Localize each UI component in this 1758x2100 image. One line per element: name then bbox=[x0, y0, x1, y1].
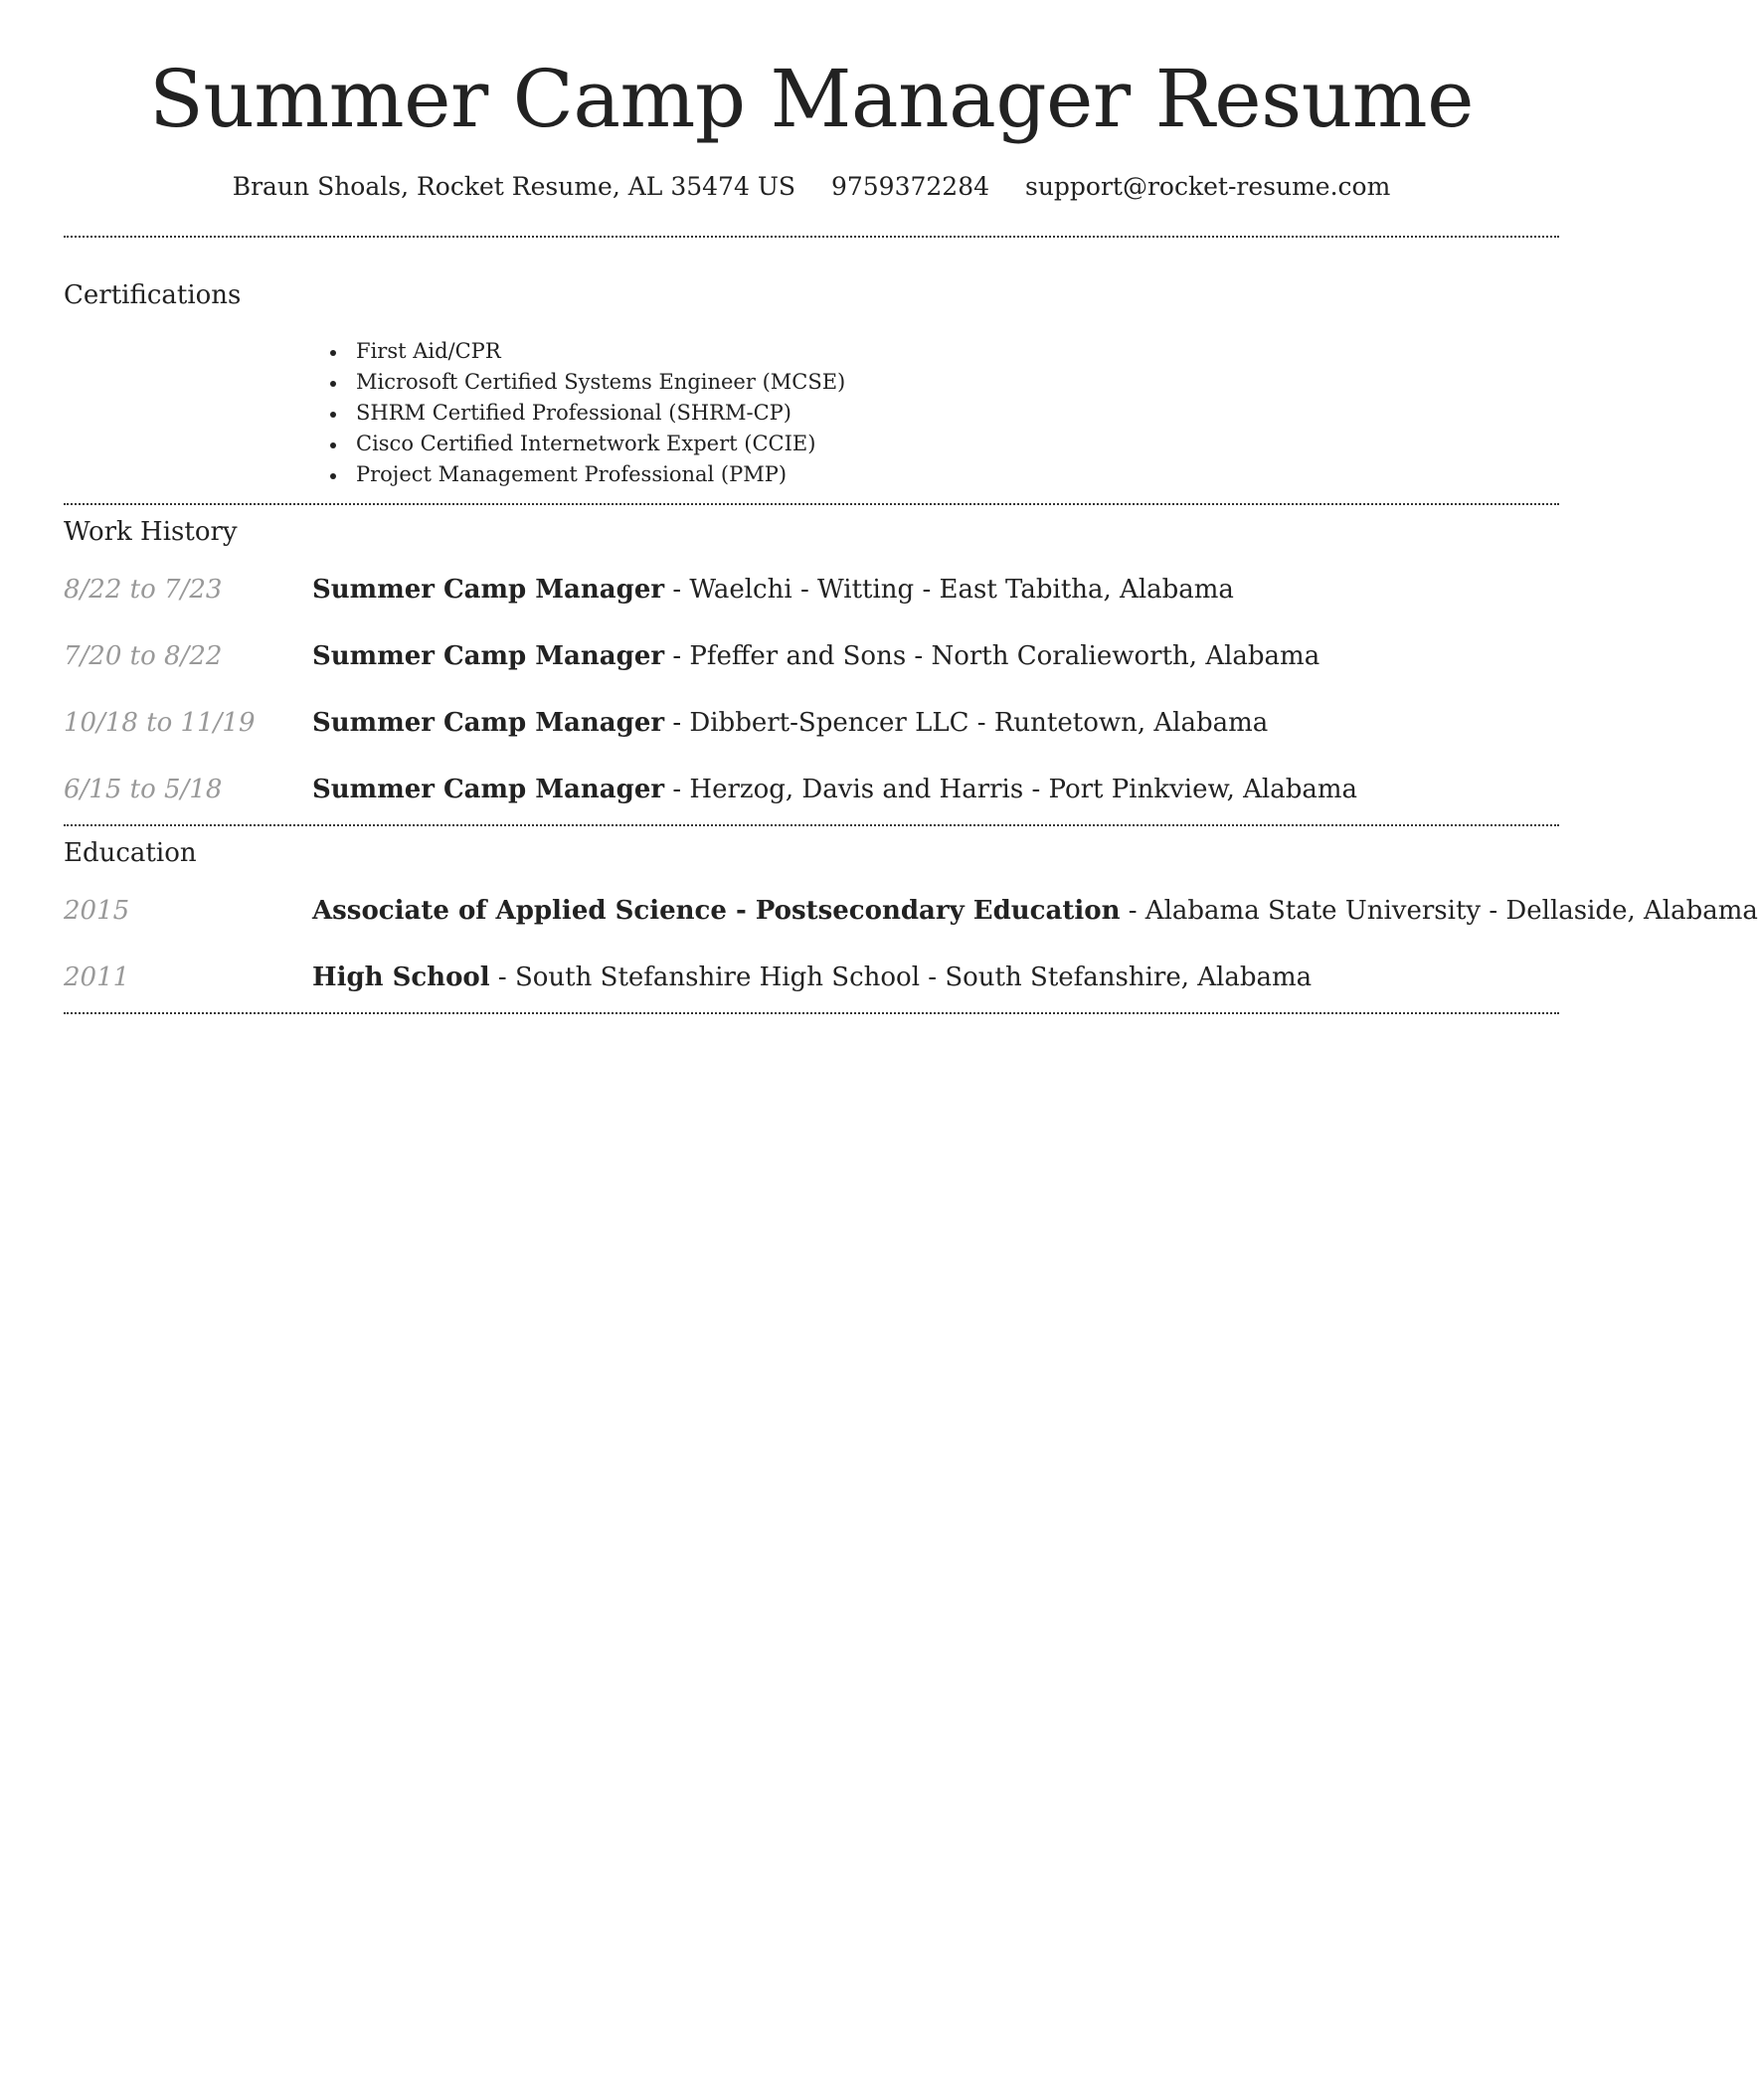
job-title: Summer Camp Manager bbox=[312, 708, 665, 738]
job-employer: - Herzog, Davis and Harris - Port Pinkview, Alabama bbox=[664, 775, 1358, 804]
list-item: Project Management Professional (PMP) bbox=[328, 459, 845, 490]
contact-line bbox=[0, 167, 1623, 207]
work-dates: 8/22 to 7/23 bbox=[64, 575, 223, 605]
page-title: Summer Camp Manager Resume bbox=[149, 53, 1474, 145]
work-detail bbox=[312, 636, 1319, 676]
list-item: SHRM Certified Professional (SHRM-CP) bbox=[328, 398, 845, 429]
work-detail bbox=[312, 570, 1234, 610]
education-detail bbox=[312, 958, 1312, 997]
work-dates: 10/18 to 11/19 bbox=[64, 708, 256, 738]
job-title: Summer Camp Manager bbox=[312, 775, 665, 804]
list-item: Microsoft Certified Systems Engineer (MCSE) bbox=[328, 367, 845, 398]
section-divider bbox=[64, 503, 1559, 505]
degree: Associate of Applied Science - Postsecondary Education bbox=[312, 896, 1121, 926]
work-entry bbox=[64, 770, 1565, 809]
education-year: 2015 bbox=[64, 896, 130, 926]
list-item: Cisco Certified Internetwork Expert (CCIE) bbox=[328, 429, 845, 459]
education-heading: Education bbox=[64, 838, 197, 868]
work-dates: 6/15 to 5/18 bbox=[64, 775, 223, 804]
work-detail bbox=[312, 770, 1357, 809]
work-entry bbox=[64, 703, 1565, 743]
school: - South Stefanshire High School - South Stefanshire, Alabama bbox=[489, 962, 1313, 992]
section-divider bbox=[64, 824, 1559, 826]
work-dates: 7/20 to 8/22 bbox=[64, 641, 223, 671]
job-employer: - Pfeffer and Sons - North Coralieworth, Alabama bbox=[664, 641, 1320, 671]
job-title: Summer Camp Manager bbox=[312, 641, 665, 671]
contact-email: support@rocket-resume.com bbox=[1024, 172, 1391, 201]
education-entry bbox=[64, 891, 1758, 931]
education-entry bbox=[64, 958, 1565, 997]
work-history-heading: Work History bbox=[64, 517, 238, 547]
work-detail bbox=[312, 703, 1268, 743]
degree: High School bbox=[312, 962, 490, 992]
work-entry bbox=[64, 636, 1565, 676]
job-title: Summer Camp Manager bbox=[312, 575, 665, 605]
list-item: First Aid/CPR bbox=[328, 336, 845, 367]
certifications-list bbox=[328, 336, 845, 490]
contact-phone: 9759372284 bbox=[830, 172, 990, 201]
certifications-heading: Certifications bbox=[64, 280, 242, 310]
school: - Alabama State University - Dellaside, Alabama bbox=[1120, 896, 1758, 926]
education-detail bbox=[312, 891, 1758, 931]
section-divider bbox=[64, 1012, 1559, 1014]
work-entry bbox=[64, 570, 1565, 610]
education-year: 2011 bbox=[64, 962, 130, 992]
contact-address: Braun Shoals, Rocket Resume, AL 35474 US bbox=[232, 172, 796, 201]
job-employer: - Dibbert-Spencer LLC - Runtetown, Alabama bbox=[664, 708, 1269, 738]
job-employer: - Waelchi - Witting - East Tabitha, Alabama bbox=[664, 575, 1234, 605]
section-divider bbox=[64, 236, 1559, 238]
